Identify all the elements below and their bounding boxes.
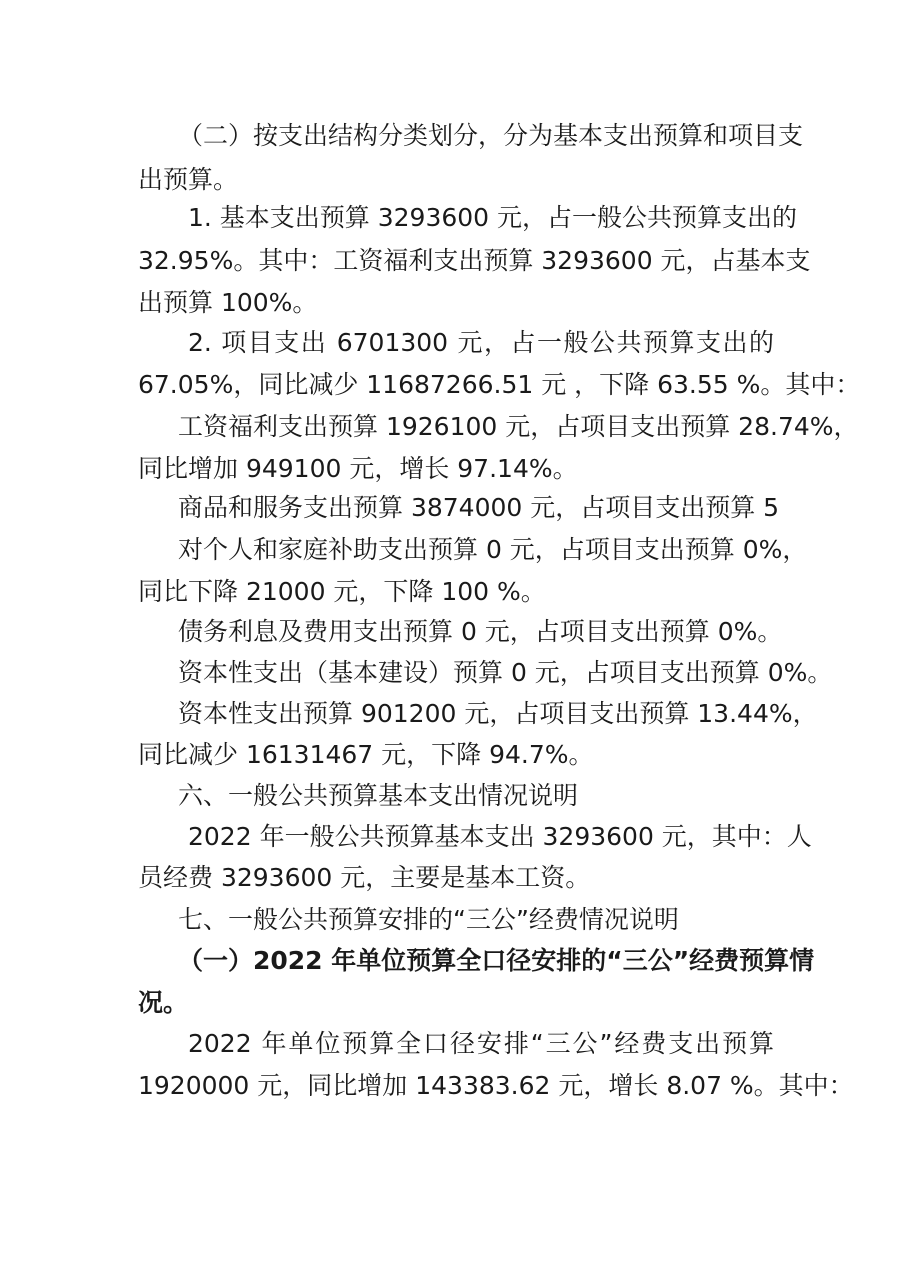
paragraph-line: 2022 年单位预算全口径安排“三公”经费支出预算 [188,1029,774,1058]
paragraph-line: 资本性支出预算 901200 元，占项目支出预算 13.44%， [178,699,818,728]
paragraph-line: 出预算 100%。 [138,288,318,317]
paragraph-line: 同比减少 16131467 元，下降 94.7%。 [138,740,594,769]
paragraph-line: 出预算。 [138,165,239,194]
paragraph-line: 同比下降 21000 元，下降 100 %。 [138,577,546,606]
paragraph-line: 对个人和家庭补助支出预算 0 元，占项目支出预算 0%， [178,535,808,564]
paragraph-line: （二）按支出结构分类划分，分为基本支出预算和项目支 [178,121,804,150]
paragraph-line: 同比增加 949100 元，增长 97.14%。 [138,454,578,483]
section-heading: 七、一般公共预算安排的“三公”经费情况说明 [178,905,679,934]
paragraph-line: 67.05%，同比减少 11687266.51 元 ，下降 63.55 %。其中： [138,370,861,399]
paragraph-line: 债务利息及费用支出预算 0 元，占项目支出预算 0%。 [178,617,783,646]
paragraph-line: 1920000 元，同比增加 143383.62 元，增长 8.07 %。其中： [138,1071,854,1100]
paragraph-line: 资本性支出（基本建设）预算 0 元，占项目支出预算 0%。 [178,658,833,687]
paragraph-line: 32.95%。其中：工资福利支出预算 3293600 元，占基本支 [138,246,811,275]
subsection-heading: （一）2022 年单位预算全口径安排的“三公”经费预算情 [178,946,815,975]
section-heading: 六、一般公共预算基本支出情况说明 [178,781,579,810]
paragraph-line: 员经费 3293600 元，主要是基本工资。 [138,863,591,892]
paragraph-line: 工资福利支出预算 1926100 元，占项目支出预算 28.74%， [178,412,859,441]
paragraph-line: 商品和服务支出预算 3874000 元，占项目支出预算 5 [178,493,780,522]
paragraph-line: 1. 基本支出预算 3293600 元，占一般公共预算支出的 [188,203,798,232]
paragraph-line: 2. 项目支出 6701300 元，占一般公共预算支出的 [188,328,774,357]
paragraph-line: 2022 年一般公共预算基本支出 3293600 元，其中：人 [188,822,812,851]
subsection-heading: 况。 [138,988,189,1017]
